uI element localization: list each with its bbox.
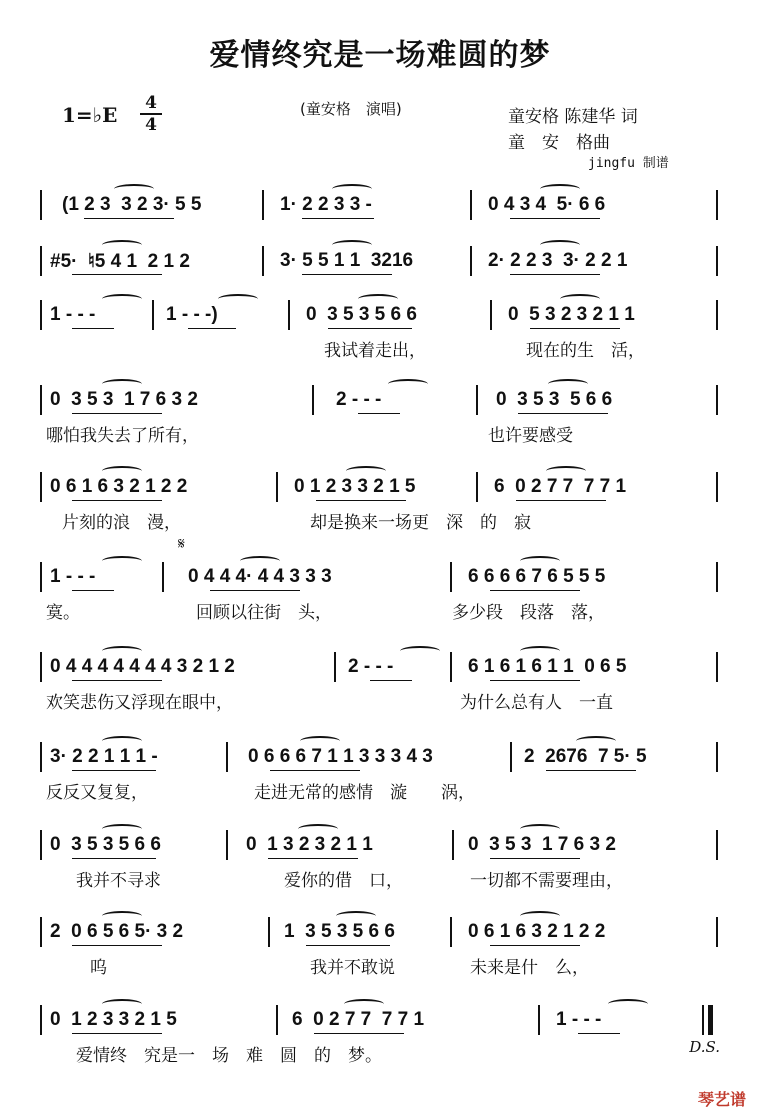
beam-line xyxy=(72,858,156,859)
lyric-line: 我试着走出， xyxy=(324,341,426,361)
beam-line xyxy=(314,1033,404,1034)
tie-arc xyxy=(540,184,580,194)
barline xyxy=(40,190,42,220)
barline xyxy=(40,830,42,860)
tie-arc xyxy=(548,379,588,389)
barline xyxy=(538,1005,540,1035)
tie-arc xyxy=(546,466,586,476)
meter-top: 4 xyxy=(145,93,157,113)
beam-line xyxy=(302,218,374,219)
beam-line xyxy=(72,328,114,329)
beam-line xyxy=(84,218,174,219)
tie-arc xyxy=(102,466,142,476)
tie-arc xyxy=(240,556,280,566)
measure-notes: 0 3 5 3 5 6 6 xyxy=(50,834,161,855)
measure-notes: 1 - - - xyxy=(50,304,96,325)
lyricist-credit: 童安格 陈建华 词 xyxy=(508,107,638,127)
barline xyxy=(716,830,718,860)
barline xyxy=(716,742,718,772)
beam-line xyxy=(510,218,600,219)
segno-mark: 𝄋 xyxy=(178,534,185,553)
tie-arc xyxy=(358,294,398,304)
measure-notes: 0 3 5 3 5 6 6 xyxy=(496,389,613,410)
barline xyxy=(476,385,478,415)
tie-arc xyxy=(332,240,372,250)
final-barline xyxy=(708,1005,713,1035)
tie-arc xyxy=(102,556,142,566)
beam-line xyxy=(270,770,360,771)
tie-arc xyxy=(102,736,142,746)
barline xyxy=(716,246,718,276)
barline xyxy=(716,652,718,682)
beam-line xyxy=(72,945,162,946)
lyric-line: 一切都不需要理由， xyxy=(470,871,623,891)
barline xyxy=(702,1005,704,1035)
tie-arc xyxy=(102,999,142,1009)
site-logo: 琴艺谱 xyxy=(697,1090,746,1109)
barline xyxy=(470,190,472,220)
measure-notes: 2 0 6 5 6 5· 3 2 xyxy=(50,921,184,942)
barline xyxy=(262,246,264,276)
barline xyxy=(276,472,278,502)
beam-line xyxy=(490,945,580,946)
barline xyxy=(288,300,290,330)
measure-notes: 0 4 4 4· 4 4 3 3 3 xyxy=(188,566,332,587)
beam-line xyxy=(188,328,236,329)
beam-line xyxy=(268,858,358,859)
lyric-line: 反反又复复， xyxy=(46,783,148,803)
beam-line xyxy=(306,945,390,946)
beam-line xyxy=(72,413,162,414)
tie-arc xyxy=(218,294,258,304)
tie-arc xyxy=(576,736,616,746)
beam-line xyxy=(490,858,580,859)
tie-arc xyxy=(520,646,560,656)
barline xyxy=(276,1005,278,1035)
measure-notes: 0 4 4 4 4 4 4 4 3 2 1 2 xyxy=(50,656,235,677)
beam-line xyxy=(370,680,412,681)
beam-line xyxy=(72,1033,162,1034)
measure-notes: 0 6 1 6 3 2 1 2 2 xyxy=(468,921,606,942)
barline xyxy=(716,562,718,592)
beam-line xyxy=(72,680,162,681)
tie-arc xyxy=(336,911,376,921)
tie-arc xyxy=(540,240,580,250)
lyric-line: 我并不寻求 xyxy=(76,871,161,891)
lyric-line: 欢笑悲伤又浮现在眼中， xyxy=(46,693,233,713)
barline xyxy=(226,742,228,772)
lyric-line: 多少段 段落 落， xyxy=(452,603,605,623)
measure-notes: 0 5 3 2 3 2 1 1 xyxy=(508,304,635,325)
lyric-line: 却是换来一场更 深 的 寂 xyxy=(310,513,531,533)
measure-notes: 6 6 6 6 7 6 5 5 5 xyxy=(468,566,606,587)
beam-line xyxy=(72,770,156,771)
measure-notes: 1 - - -) xyxy=(166,304,218,325)
barline xyxy=(334,652,336,682)
barline xyxy=(476,472,478,502)
barline xyxy=(450,652,452,682)
barline xyxy=(162,562,164,592)
tie-arc xyxy=(344,999,384,1009)
measure-notes: 1· 2 2 3 3 - xyxy=(280,194,372,215)
beam-line xyxy=(328,328,412,329)
beam-line xyxy=(302,274,392,275)
barline xyxy=(716,917,718,947)
lyric-line: 爱你的借 口， xyxy=(284,871,403,891)
barline xyxy=(716,385,718,415)
barline xyxy=(510,742,512,772)
barline xyxy=(716,300,718,330)
tie-arc xyxy=(102,240,142,250)
tie-arc xyxy=(102,294,142,304)
beam-line xyxy=(72,590,114,591)
beam-line xyxy=(546,770,636,771)
measure-notes: 6 0 2 7 7 7 7 1 xyxy=(494,476,627,497)
measure-notes: 2 2676 7 5· 5 xyxy=(524,746,647,767)
barline xyxy=(490,300,492,330)
lyric-line: 走进无常的感情 漩 涡， xyxy=(254,783,475,803)
lyric-line: 哪怕我失去了所有， xyxy=(46,426,199,446)
beam-line xyxy=(490,680,580,681)
measure-notes: 0 3 5 3 5 6 6 xyxy=(306,304,417,325)
beam-line xyxy=(510,274,600,275)
beam-line xyxy=(358,413,400,414)
barline xyxy=(450,917,452,947)
barline xyxy=(716,190,718,220)
tie-arc xyxy=(102,646,142,656)
singer-credit: (童安格 演唱) xyxy=(300,100,402,118)
lyric-line: 片刻的浪 漫， xyxy=(62,513,181,533)
tie-arc xyxy=(300,736,340,746)
tie-arc xyxy=(332,184,372,194)
measure-notes: 3· 5 5 1 1 3216 xyxy=(280,250,414,271)
lyric-line: 呜 xyxy=(90,958,107,978)
barline xyxy=(716,472,718,502)
measure-notes: 3· 2 2 1 1 1 - xyxy=(50,746,158,767)
barline xyxy=(40,652,42,682)
beam-line xyxy=(578,1033,620,1034)
lyric-line: 我并不敢说 xyxy=(310,958,395,978)
barline xyxy=(268,917,270,947)
tie-arc xyxy=(346,466,386,476)
lyric-line: 现在的生 活， xyxy=(526,341,645,361)
tie-arc xyxy=(608,999,648,1009)
barline xyxy=(40,246,42,276)
composer-credit: 童 安 格曲 xyxy=(508,133,610,153)
measure-notes: 0 6 1 6 3 2 1 2 2 xyxy=(50,476,188,497)
tie-arc xyxy=(520,556,560,566)
tie-arc xyxy=(114,184,154,194)
meter-bottom: 4 xyxy=(145,115,157,135)
barline xyxy=(450,562,452,592)
beam-line xyxy=(516,500,606,501)
barline xyxy=(262,190,264,220)
lyric-line: 为什么总有人 一直 xyxy=(460,693,613,713)
measure-notes: 1 - - - xyxy=(556,1009,602,1030)
measure-notes: #5· ♮5 4 1 2 1 2 xyxy=(50,251,190,272)
barline xyxy=(40,300,42,330)
tie-arc xyxy=(400,646,440,656)
song-title: 爱情终究是一场难圆的梦 xyxy=(209,38,551,73)
barline xyxy=(152,300,154,330)
barline xyxy=(470,246,472,276)
beam-line xyxy=(518,413,608,414)
tie-arc xyxy=(102,379,142,389)
lyric-line: 也许要感受 xyxy=(488,426,573,446)
key-signature: 1=♭E xyxy=(62,103,118,127)
barline xyxy=(40,472,42,502)
beam-line xyxy=(210,590,300,591)
barline xyxy=(312,385,314,415)
measure-notes: 0 1 2 3 3 2 1 5 xyxy=(294,476,416,497)
beam-line xyxy=(72,274,162,275)
measure-notes: 0 3 5 3 1 7 6 3 2 xyxy=(468,834,616,855)
measure-notes: 2· 2 2 3 3· 2 2 1 xyxy=(488,250,628,271)
tie-arc xyxy=(298,824,338,834)
measure-notes: 0 6 6 6 7 1 1 3 3 3 4 3 xyxy=(248,746,433,767)
barline xyxy=(40,562,42,592)
lyric-line: 未来是什 么， xyxy=(470,958,589,978)
tie-arc xyxy=(388,379,428,389)
beam-line xyxy=(530,328,620,329)
barline xyxy=(40,385,42,415)
barline xyxy=(452,830,454,860)
measure-notes: (1 2 3 3 2 3· 5 5 xyxy=(62,194,202,215)
barline xyxy=(40,917,42,947)
measure-notes: 6 0 2 7 7 7 7 1 xyxy=(292,1009,425,1030)
beam-line xyxy=(316,500,406,501)
lyric-line: 回顾以往街 头， xyxy=(196,603,332,623)
beam-line xyxy=(490,590,580,591)
measure-notes: 0 4 3 4 5· 6 6 xyxy=(488,194,606,215)
tie-arc xyxy=(560,294,600,304)
measure-notes: 1 - - - xyxy=(50,566,96,587)
lyric-line: 寞。 xyxy=(46,603,80,623)
beam-line xyxy=(72,500,162,501)
measure-notes: 0 1 3 2 3 2 1 1 xyxy=(246,834,373,855)
measure-notes: 0 3 5 3 1 7 6 3 2 xyxy=(50,389,198,410)
measure-notes: 1 3 5 3 5 6 6 xyxy=(284,921,395,942)
transcriber-credit: jingfu 制谱 xyxy=(588,156,669,171)
tie-arc xyxy=(520,824,560,834)
barline xyxy=(40,1005,42,1035)
measure-notes: 0 1 2 3 3 2 1 5 xyxy=(50,1009,177,1030)
lyric-line: 爱情终 究是一 场 难 圆 的 梦。 xyxy=(76,1046,382,1066)
measure-notes: 2 - - - xyxy=(336,389,382,410)
measure-notes: 6 1 6 1 6 1 1 0 6 5 xyxy=(468,656,627,677)
ds-mark: D.S. xyxy=(689,1038,720,1056)
barline xyxy=(40,742,42,772)
tie-arc xyxy=(520,911,560,921)
tie-arc xyxy=(102,824,142,834)
tie-arc xyxy=(102,911,142,921)
time-signature xyxy=(140,94,162,134)
measure-notes: 2 - - - xyxy=(348,656,394,677)
barline xyxy=(226,830,228,860)
